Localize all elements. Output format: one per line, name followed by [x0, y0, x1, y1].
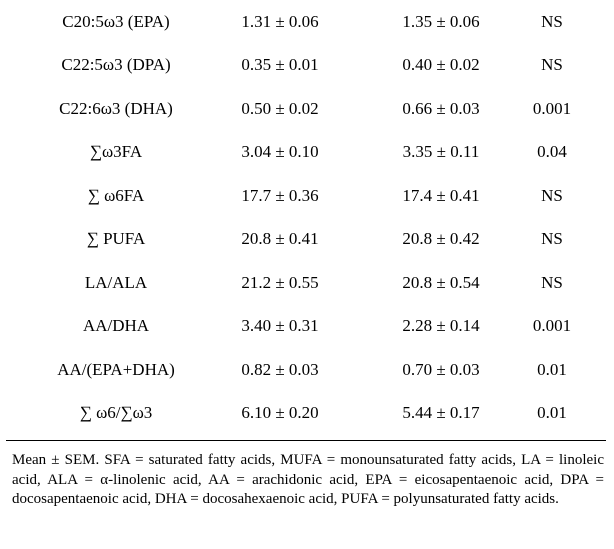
table-row	[0, 44, 614, 88]
p-value: 0.001	[532, 316, 572, 336]
table-footnote: Mean ± SEM. SFA = saturated fatty acids, MUFA = monounsaturated fatty acids, LA = linoleic acid, ALA = α-linolenic acid, AA = arachidonic acid, EPA = eicosapentaenoic acid, DPA = docosapentaenoic acid, DHA = docosahexaenoic acid, PUFA = polyunsaturated fatty acids.	[12, 452, 604, 507]
row-label: ∑ ω6/∑ω3	[79, 403, 153, 423]
table-row	[0, 0, 614, 44]
group1-value: 1.31 ± 0.06	[241, 11, 319, 31]
p-value: NS	[541, 11, 563, 31]
group1-value: 20.8 ± 0.41	[241, 229, 319, 249]
table-row	[0, 261, 614, 305]
p-value: NS	[541, 229, 563, 249]
group1-value: 21.2 ± 0.55	[241, 272, 319, 292]
p-value: NS	[541, 185, 563, 205]
group1-value: 0.82 ± 0.03	[241, 359, 319, 379]
row-label: C22:6ω3 (DHA)	[59, 98, 173, 118]
row-label: ∑ω3FA	[89, 142, 143, 162]
row-label: ∑ PUFA	[86, 229, 146, 249]
group2-value: 3.35 ± 0.11	[402, 142, 480, 162]
p-value: NS	[541, 55, 563, 75]
table-row	[0, 131, 614, 175]
table-row	[0, 174, 614, 218]
group2-value: 0.66 ± 0.03	[402, 98, 480, 118]
table-row	[0, 348, 614, 392]
p-value: 0.001	[532, 98, 572, 118]
row-label: LA/ALA	[84, 272, 148, 292]
table-row	[0, 305, 614, 349]
table-row	[0, 218, 614, 262]
p-value: 0.01	[537, 403, 567, 423]
row-label: AA/(EPA+DHA)	[57, 359, 175, 379]
group2-value: 5.44 ± 0.17	[402, 403, 480, 423]
row-label: ∑ ω6FA	[87, 185, 145, 205]
group2-value: 0.70 ± 0.03	[402, 359, 480, 379]
table-row	[0, 392, 614, 436]
group1-value: 17.7 ± 0.36	[241, 185, 319, 205]
group1-value: 3.04 ± 0.10	[241, 142, 319, 162]
group2-value: 20.8 ± 0.54	[402, 272, 480, 292]
group1-value: 3.40 ± 0.31	[241, 316, 319, 336]
group2-value: 20.8 ± 0.42	[402, 229, 480, 249]
p-value: 0.01	[537, 359, 567, 379]
p-value: 0.04	[537, 142, 567, 162]
row-label: AA/DHA	[82, 316, 150, 336]
group1-value: 0.35 ± 0.01	[241, 55, 319, 75]
group2-value: 1.35 ± 0.06	[402, 11, 480, 31]
row-label: C20:5ω3 (EPA)	[62, 11, 170, 31]
table-row	[0, 87, 614, 131]
group2-value: 17.4 ± 0.41	[402, 185, 480, 205]
p-value: NS	[541, 272, 563, 292]
group2-value: 0.40 ± 0.02	[402, 55, 480, 75]
table-bottom-rule	[6, 440, 606, 441]
group2-value: 2.28 ± 0.14	[402, 316, 480, 336]
group1-value: 6.10 ± 0.20	[241, 403, 319, 423]
row-label: C22:5ω3 (DPA)	[61, 55, 171, 75]
group1-value: 0.50 ± 0.02	[241, 98, 319, 118]
